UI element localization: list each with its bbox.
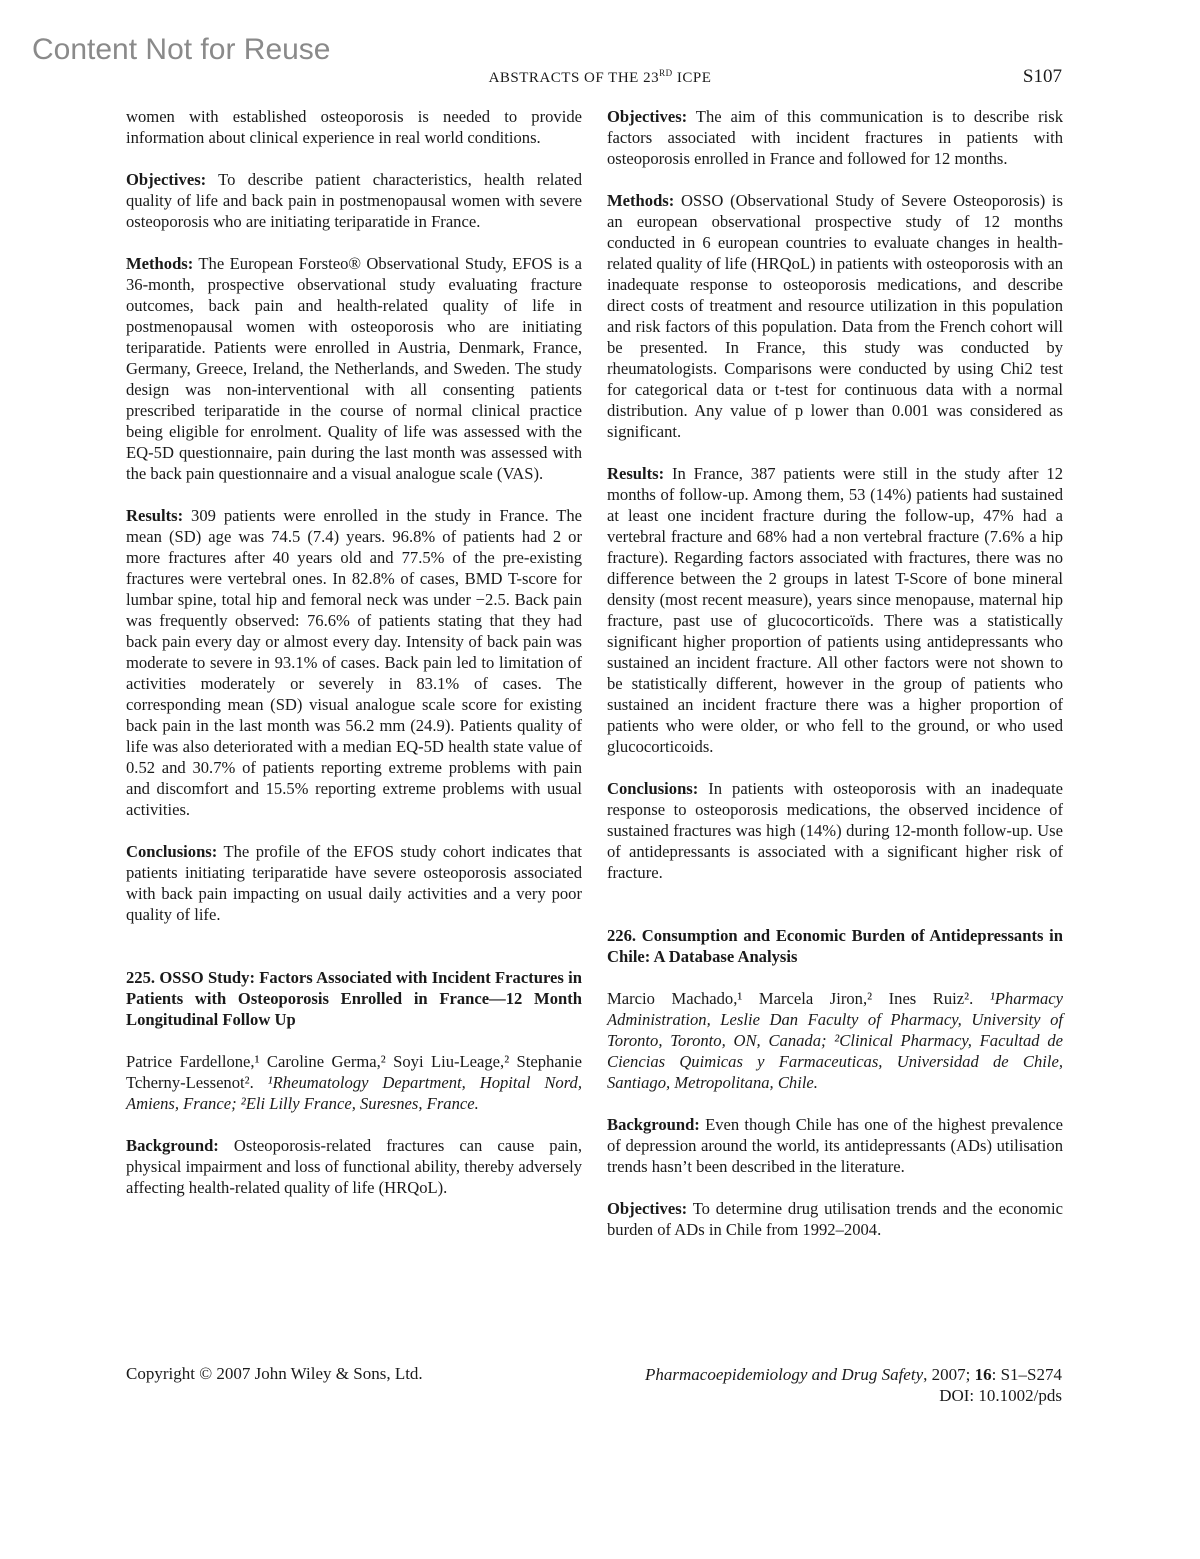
results-paragraph (607, 463, 1063, 757)
section-label: Methods: (126, 254, 194, 273)
section-label: Methods: (607, 191, 675, 210)
intro-paragraph: women with established osteoporosis is needed to provide information about clinical experience in real world conditions. (126, 107, 582, 147)
section-text: In France, 387 patients were still in the study after 12 months of follow-up. Among them, 53 (14%) patients had sustained at least one incident fracture during the follow-up, 47% had a vertebral fracture and 68% had a non vertebral fracture (7.6% a hip fracture). Regarding factors associated with fractures, there was no difference between the 2 groups in latest T-Score of bone mineral density (most recent measure), years since menopause, maternal hip fracture, past use of glucocorticoïds. There was a statistically significant higher proportion of patients using antidepressants who sustained an incident fracture. All other factors were not shown to be statistically different, however in the group of patients who sustained an incident fracture there was a higher proportion of patients who were older, or who fell to the ground, or who used glucocorticoids. (607, 464, 1063, 756)
watermark: Content Not for Reuse (32, 33, 331, 66)
left-column (126, 106, 582, 1219)
section-label: Background: (607, 1115, 700, 1134)
affiliations: ¹Pharmacy Administration, Leslie Dan Faculty of Pharmacy, University of Toronto, Toronto, ON, Canada; ²Clinical Pharmacy, Facultad de Ciencias Quimicas y Farmaceuticas, Universidad de Chile, Santiago, Metropolitana, Chile. (607, 989, 1063, 1092)
section-text: In patients with osteoporosis with an inadequate response to osteoporosis medications, the observed incidence of sustained fractures was high (14%) during 12-month follow-up. Use of antidepressants is associated with a significant higher risk of fracture. (607, 779, 1063, 882)
methods-paragraph (607, 190, 1063, 442)
conclusions-paragraph (607, 778, 1063, 883)
section-label: Background: (126, 1136, 219, 1155)
section-text: The aim of this communication is to describe risk factors associated with incident fractures in patients with osteoporosis enrolled in France and followed for 12 months. (607, 107, 1063, 168)
running-head-suffix: ICPE (672, 70, 712, 86)
citation-line (645, 1364, 1062, 1385)
section-label: Objectives: (607, 1199, 688, 1218)
objectives-paragraph (126, 169, 582, 232)
citation-pages: : S1–S274 (991, 1365, 1062, 1384)
author-list: Patrice Fardellone,¹ Caroline Germa,² Soyi Liu-Leage,² Stephanie Tcherny-Lessenot². (126, 1052, 582, 1092)
journal-citation (645, 1364, 1062, 1406)
section-label: Results: (126, 506, 184, 525)
affiliations: ¹Rheumatology Department, Hopital Nord, Amiens, France; ²Eli Lilly France, Suresnes, France. (126, 1073, 582, 1113)
section-text: The European Forsteo® Observational Study, EFOS is a 36-month, prospective observational study evaluating fracture outcomes, back pain and health-related quality of life in postmenopausal women with osteoporosis who are initiating teriparatide. Patients were enrolled in Austria, Denmark, France, Germany, Greece, Ireland, the Netherlands, and Sweden. The study design was non-interventional with all consenting patients prescribed teriparatide in the course of normal clinical practice being eligible for enrolment. Quality of life was assessed with the EQ-5D questionnaire, pain during the last month was assessed with the back pain questionnaire and a visual analogue scale (VAS). (126, 254, 582, 483)
journal-name: Pharmacoepidemiology and Drug Safety (645, 1365, 924, 1384)
section-text: 309 patients were enrolled in the study in France. The mean (SD) age was 74.5 (7.4) years. 96.8% of patients had 2 or more fractures after 40 years old and 77.5% of the pre-existing fractures were vertebral ones. In 82.8% of cases, BMD T-score for lumbar spine, total hip and femoral neck was under −2.5. Back pain was frequently observed: 76.6% of patients stating that they had back pain every day or almost every day. Intensity of back pain was moderate to severe in 93.1% of cases. Back pain led to limitation of activities moderately or severely in 83.1% of cases. The corresponding mean (SD) visual analogue scale score for existing back pain in the last month was 56.2 mm (24.9). Patients quality of life was also deteriorated with a median EQ-5D health state value of 0.52 and 30.7% of patients reporting extreme problems with pain and discomfort and 15.5% reporting extreme problems with usual activities. (126, 506, 582, 819)
abstract-225-authors (126, 1051, 582, 1114)
copyright-notice: Copyright © 2007 John Wiley & Sons, Ltd. (126, 1364, 423, 1383)
running-head-superscript: RD (659, 68, 673, 78)
section-label: Conclusions: (126, 842, 218, 861)
running-head (0, 68, 1200, 87)
background-paragraph (607, 1114, 1063, 1177)
section-text: Even though Chile has one of the highest prevalence of depression around the world, its antidepressants (ADs) utilisation trends hasn’t been described in the literature. (607, 1115, 1063, 1176)
conclusions-paragraph (126, 841, 582, 925)
abstract-226-authors (607, 988, 1063, 1093)
section-label: Results: (607, 464, 665, 483)
abstract-226-title: 226. Consumption and Economic Burden of Antidepressants in Chile: A Database Analysis (607, 926, 1063, 966)
citation-volume: 16 (974, 1365, 992, 1384)
abstract-225-title: 225. OSSO Study: Factors Associated with Incident Fractures in Patients with Osteoporosis Enrolled in France—12 Month Longitudinal Follow Up (126, 968, 582, 1029)
page-number: S107 (1022, 66, 1062, 87)
section-label: Conclusions: (607, 779, 699, 798)
section-text: To describe patient characteristics, health related quality of life and back pain in postmenopausal women with severe osteoporosis who are initiating teriparatide in France. (126, 170, 582, 231)
running-head-text: ABSTRACTS OF THE 23 (488, 70, 660, 86)
background-paragraph (126, 1135, 582, 1198)
doi: DOI: 10.1002/pds (939, 1386, 1062, 1405)
methods-paragraph (126, 253, 582, 484)
section-label: Objectives: (607, 107, 688, 126)
author-list: Marcio Machado,¹ Marcela Jiron,² Ines Ruiz². (607, 989, 974, 1008)
citation-year: , 2007; (923, 1365, 975, 1384)
right-column (607, 106, 1063, 1261)
section-label: Objectives: (126, 170, 207, 189)
section-text: To determine drug utilisation trends and the economic burden of ADs in Chile from 1992–2004. (607, 1199, 1063, 1239)
section-text: Osteoporosis-related fractures can cause pain, physical impairment and loss of functional ability, thereby adversely affecting health-related quality of life (HRQoL). (126, 1136, 582, 1197)
section-text: OSSO (Observational Study of Severe Osteoporosis) is an european observational prospective study of 12 months conducted in 6 european countries to evaluate changes in health-related quality of life (HRQoL) in patients with osteoporosis with an inadequate response to osteoporosis medications, and describe direct costs of treatment and resource utilization in this population and risk factors of this population. Data from the French cohort will be presented. In France, this study was conducted by rheumatologists. Comparisons were conducted by using Chi2 test for categorical data or t-test for continuous data with a normal distribution. Any value of p lower than 0.001 was considered as significant. (607, 191, 1063, 441)
section-text: The profile of the EFOS study cohort indicates that patients initiating teriparatide have severe osteoporosis associated with back pain impacting on usual daily activities and a very poor quality of life. (126, 842, 582, 924)
objectives-paragraph-2 (607, 1198, 1063, 1240)
results-paragraph (126, 505, 582, 820)
objectives-paragraph (607, 106, 1063, 169)
